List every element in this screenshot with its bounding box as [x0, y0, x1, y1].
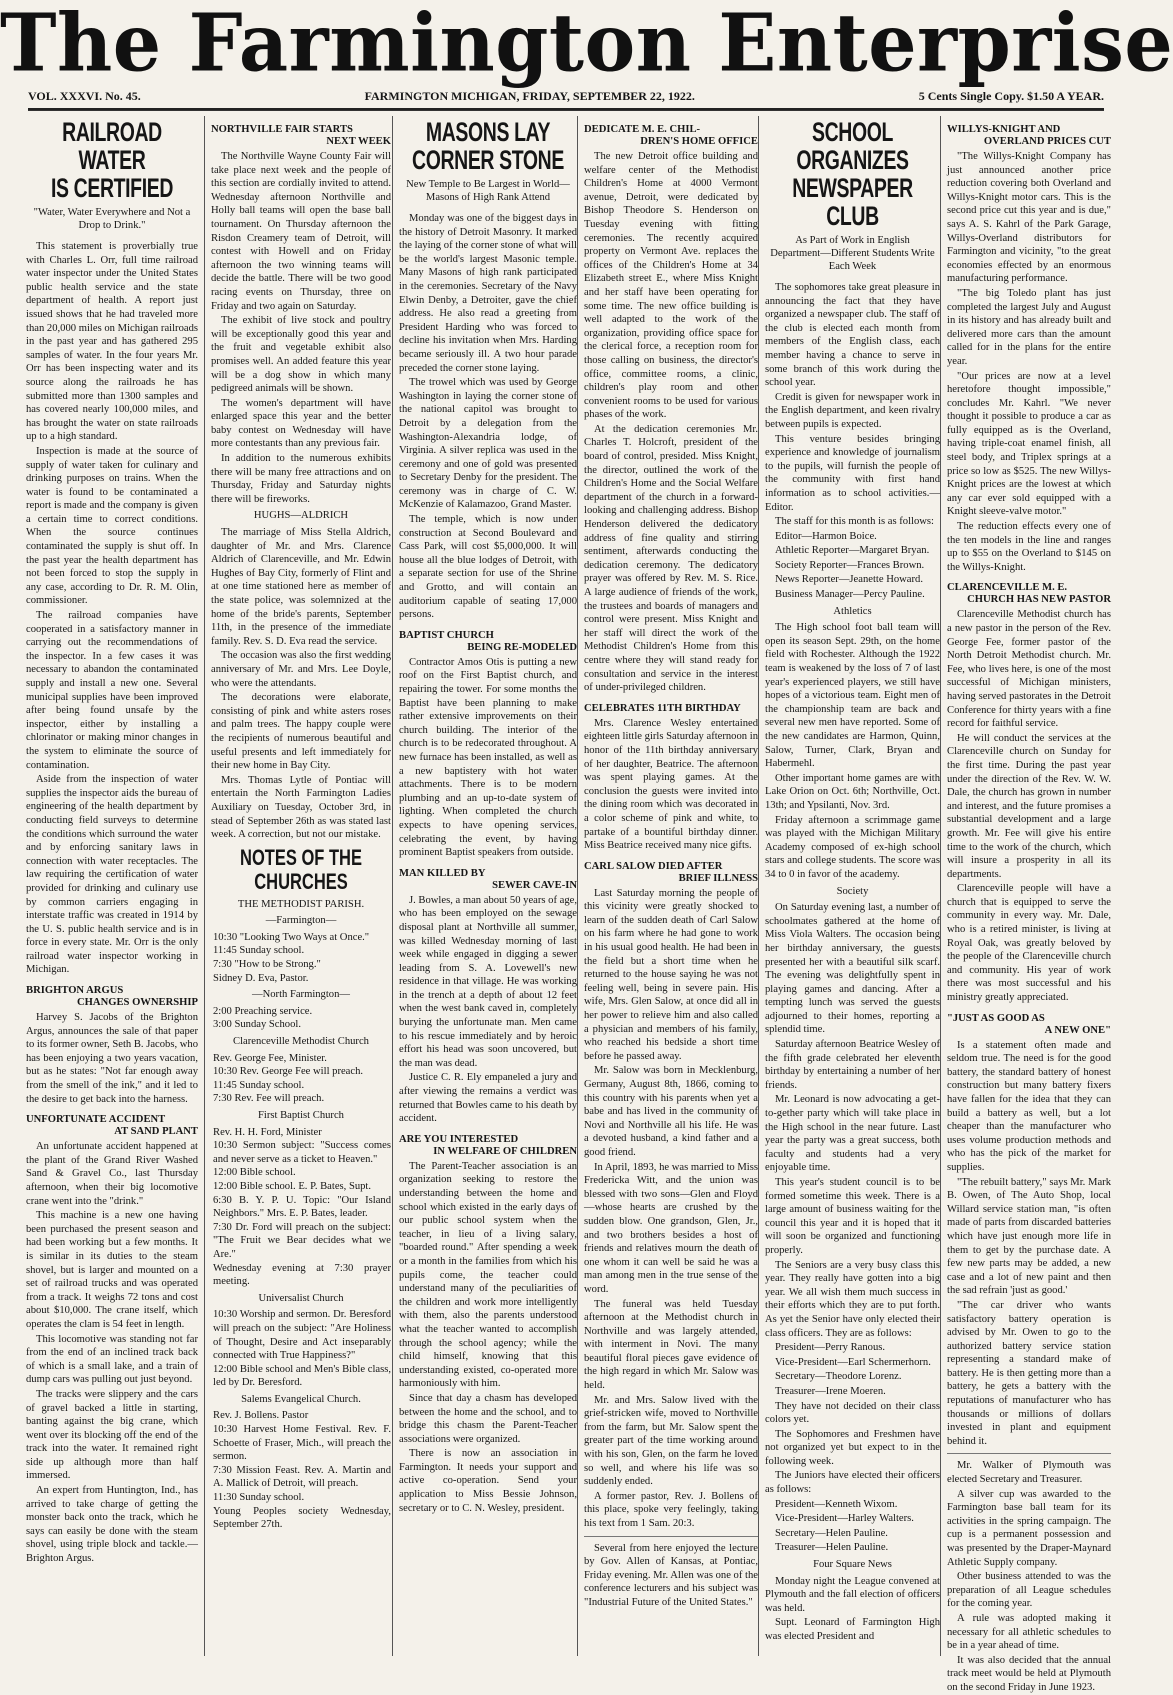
- paragraph: Mrs. Thomas Lytle of Pontiac will entertain the North Farmington Ladies Auxiliary on Tuesday, October 3rd, in stead of September 26th as was stated last week. A correction, but not our mistake.: [211, 774, 391, 841]
- article-body: [584, 717, 758, 853]
- paragraph: President—Kenneth Wixom.: [775, 1498, 898, 1510]
- section-heading: [584, 124, 758, 148]
- article-deck: New Temple to Be Largest in World—Masons of High Rank Attend: [406, 179, 570, 203]
- paragraph: 11:45 Sunday school.: [213, 1079, 305, 1091]
- section-heading: [584, 703, 758, 715]
- paragraph: The funeral was held Tuesday afternoon at the Methodist church in Northville and was largely attended, with interment in Novi. The many beautiful floral pieces gave evidence of the high regard in which Mr. Salow was held.: [584, 1298, 758, 1392]
- paragraph: Athletic Reporter—Margaret Bryan.: [775, 545, 930, 557]
- paragraph: J. Bowles, a man about 50 years of age, who has been employed on the sewage disposal plant at Northville all summer, was killed Wednesday morning of last week while engaged in digging a sewer leading from S. A. Lovewell's new residence in that village. He was working in the trench at a depth of about 12 feet when the west bank caved in, completely burying the unfortunate man. Men came to his rescue immediately and by heroic effort his head was soon uncovered, but the man was dead.: [399, 894, 577, 1069]
- section-heading: [26, 1114, 198, 1138]
- column-5: [758, 116, 940, 1656]
- section-heading: [211, 124, 391, 148]
- paragraph: Wednesday evening at 7:30 prayer meeting.: [213, 1262, 391, 1288]
- paragraph: The staff for this month is as follows:: [775, 516, 934, 528]
- paragraph: Secretary—Theodore Lorenz.: [775, 1371, 902, 1383]
- heading-line: IN WELFARE OF CHILDREN: [433, 1145, 577, 1157]
- paragraph: 12:00 Bible school and Men's Bible class, led by Dr. Beresford.: [213, 1363, 391, 1389]
- headline-line: IS CERTIFIED: [50, 173, 174, 203]
- volume-number: VOL. XXXVI. No. 45.: [28, 88, 141, 103]
- paragraph: Treasurer—Helen Pauline.: [775, 1542, 889, 1554]
- paragraph: The tracks were slippery and the cars of gravel backed a little in starting, banting against the big crane, which went over its blocking off the end of the track into the water. It remained right side up although more than half immersed.: [26, 1388, 198, 1482]
- paragraph: Rev. H. H. Ford, Minister: [213, 1126, 322, 1138]
- paragraph: The Parent-Teacher association is an organization seeking to restore the understanding between the home and school which existed in the early days of our public school system when the teacher, in lieu of a living salary, "boarded round." After spending a week or a month in the families from which his pupils come, the teacher could understand many of the peculiarities of the children and work more intelligently with them, also the parents understood what the teacher wanted to accomplish through the school agency; while the child himself, knowing that this understanding existed, co-operated more harmoniously with him.: [399, 1160, 577, 1390]
- article-body: [211, 150, 391, 506]
- heading-line: UNFORTUNATE ACCIDENT: [26, 1114, 166, 1126]
- article-body: [947, 150, 1111, 574]
- paragraph: The new Detroit office building and welfare center of the Methodist Children's Home at 4000 Vermont avenue, Detroit, were dedicated by Bishop Theodore S. Henderson on Tuesday evening with fitting ceremonies. The recently acquired property on Vermont Ave. replaces the offices of the Children's Home at 34 Elizabeth street E., where Miss Knight and her staff have been operating for some time. The new office building is well adapted to the work of the organization, providing office space for the clerical force, a reception room for those calling on business, the director's office, committee rooms, a clinic, children's play room and other convenient rooms to be used for various phases of the work.: [584, 151, 758, 421]
- section-heading: [584, 861, 758, 885]
- paragraph: Clarenceville Methodist church has a new pastor in the person of the Rev. George Fee, former pastor of the North Detroit Methodist church. Mr. Fee, who lives here, is one of the most successful of Michigan ministers, having served pastorates in the Detroit Conference for thirty years with a fine record for faithful service.: [947, 609, 1111, 730]
- paragraph: Other important home games are with Lake Orion on Oct. 6th; Northville, Oct. 13th; and Ypsilanti, Nov. 3rd.: [765, 772, 940, 811]
- headline-notes-of-churches: NOTES OF THE CHURCHES: [240, 844, 362, 894]
- officer-list: [765, 1341, 940, 1398]
- paragraph: In addition to the numerous exhibits there will be many free attractions and on Thursday, Friday and Saturday nights there will be fireworks.: [211, 453, 391, 505]
- headline-masons: [402, 118, 573, 174]
- paragraph: Society Reporter—Frances Brown.: [775, 559, 925, 571]
- paragraph: Young Peoples society Wednesday, September 27th.: [213, 1505, 391, 1531]
- paragraph: 10:30 Harvest Home Festival. Rev. F. Schoette of Fraser, Mich., will preach the sermon.: [213, 1424, 391, 1463]
- article-deck: "Water, Water Everywhere and Not a Drop to Drink.": [33, 207, 191, 231]
- church-subheading: First Baptist Church: [258, 1110, 344, 1121]
- paragraph: 12:00 Bible school. E. P. Bates, Supt.: [213, 1180, 372, 1192]
- column-3: [392, 116, 577, 1656]
- article-body: [399, 894, 577, 1126]
- article-body: [765, 621, 940, 881]
- paragraph: Treasurer—Irene Moeren.: [775, 1385, 886, 1397]
- article-body: [947, 608, 1111, 1004]
- paragraph: Last Saturday morning the people of this vicinity were greatly shocked to learn of the sudden death of Carl Salow on his farm where he had gone to work in his usual good health. He had been in the field but a short time when he returned to the house saying he was not feeling well, being in severe pain. His wife, Mrs. Glen Salow, at once did all in her power to relieve him and also called a physician and members of his family, who reached his bedside a short time before he passed away.: [584, 887, 758, 1062]
- article-body: [765, 1575, 940, 1644]
- paragraph: There is now an association in Farmington. It needs your support and active co-operation. Send your application to Miss Bessie Johnson, secretary or to C. N. Wesley, president.: [399, 1448, 577, 1514]
- paragraph: "The big Toledo plant has just completed the largest July and August in its history and has already built and delivered more cars than the amount called for in the plans for the entire year.: [947, 287, 1111, 367]
- paragraph: He will conduct the services at the Clarenceville church on Sunday for the first time. During the past year under the direction of the Rev. W. W. Dale, the church has grown in number and interest, and the future promises a substantial development and a large growth. Mr. Fee will give his entire time to the work of the church, which will insure a prosperity in all its departments.: [947, 732, 1111, 880]
- section-heading: [399, 630, 577, 654]
- publication-date: FARMINGTON MICHIGAN, FRIDAY, SEPTEMBER 22, 1922.: [364, 88, 695, 103]
- paragraph: The reduction effects every one of the ten models in the line and ranges up to $55 on the Overland to $145 on the Willys-Knight.: [947, 521, 1111, 573]
- paragraph: The sophomores take great pleasure in announcing the fact that they have organized a newspaper club. The staff of the club is elected each month from members of the English class, each member having a chance to serve in some branch of this work during the school year.: [765, 282, 940, 389]
- heading-line: SEWER CAVE-IN: [492, 879, 577, 891]
- paragraph: 12:00 Bible school.: [213, 1167, 296, 1179]
- dateline-bar: [28, 84, 1104, 110]
- church-subheading: —Farmington—: [265, 915, 337, 927]
- paragraph: Monday night the League convened at Plymouth and the fall election of officers was held.: [765, 1575, 940, 1614]
- paragraph: Clarenceville people will have a church that is equipped to serve the community in every way. Mr. Dale, who is a retired minister, is living at Royal Oak, was greatly beloved by the people of the Clarenceville church and community. His year of work there was most successful and his ministry greatly appreciated.: [947, 883, 1111, 1004]
- article-body: [765, 281, 940, 529]
- paragraph: Supt. Leonard of Farmington High was elected President and: [765, 1617, 940, 1642]
- heading-line: DEDICATE M. E. CHIL-: [584, 124, 701, 135]
- column-4: [577, 116, 758, 1656]
- paragraph: The High school foot ball team will open its season Sept. 29th, on the home field with Rochester. Although the 1922 team is weakened by the loss of 7 of last year's experienced players, we still have hopes of a victorious team. Eight men of the championship team are back and several new men have reported. Some of the new candidates are Harmon, Quinn, Salow, Turner, Clark, Bryan and Habermehl.: [765, 622, 940, 770]
- paragraph: 11:45 Sunday school.: [213, 945, 305, 957]
- paragraph: They have not decided on their class colors yet.: [765, 1400, 940, 1426]
- section-heading: [947, 124, 1111, 148]
- headline-line: SCHOOL ORGANIZES: [796, 117, 909, 175]
- paragraph: Rev. George Fee, Minister.: [213, 1052, 327, 1064]
- church-subheading: —North Farmington—: [252, 989, 350, 1001]
- heading-line: CHANGES OWNERSHIP: [77, 997, 198, 1009]
- headline-line: CORNER STONE: [412, 145, 564, 175]
- heading-line: OVERLAND PRICES CUT: [983, 136, 1111, 147]
- paragraph: Inspection is made at the source of supply of water taken for culinary and drinking purposes on trains. When the water is found to be contaminated a report is made and the company is given a certain time to correct conditions. When the source continues contaminated the supply is shut off. In the past year the health department has not been forced to stop the supply in any case, according to Dr. R. M. Olin, commissioner.: [26, 445, 198, 607]
- section-heading: [947, 582, 1111, 606]
- paragraph: The trowel which was used by George Washington in laying the corner stone of the national capitol was brought to Detroit by a delegation from the Washington-Alexandria lodge, of Virginia. A silver replica was used in the ceremony and one of gold was presented to Secretary Denby for the president. The ceremony was in charge of C. W. McKenzie of Kalamazoo, Grand Master.: [399, 377, 577, 511]
- paragraph: The marriage of Miss Stella Aldrich, daughter of Mr. and Mrs. Clarence Aldrich of Clarenceville, and Mr. Edwin Hughes of Bay City, formerly of Flint and at one time stationed here as member of the state police, was solemnized at the home of the bride's parents, September 11th, in the presence of the immediate family. Rev. S. D. Eva read the service.: [211, 527, 391, 647]
- article-body: [26, 1011, 198, 1106]
- paragraph: Justice C. R. Ely empaneled a jury and after viewing the remains a verdict was returned that Bowles came to his death by accident.: [399, 1072, 577, 1125]
- section-heading: Society: [836, 885, 869, 897]
- paragraph: The women's department will have enlarged space this year and the better baby contest on Wednesday will have more contestants than any previous fair.: [211, 397, 391, 450]
- heading-line: BRIGHTON ARGUS: [26, 985, 124, 997]
- paragraph: A rule was adopted making it necessary for all athletic schedules to be in a year ahead of time.: [947, 1612, 1111, 1652]
- paragraph: 11:30 Sunday school.: [213, 1492, 305, 1504]
- heading-line: "JUST AS GOOD AS: [947, 1012, 1045, 1024]
- paragraph: The temple, which is now under construction at Second Boulevard and Cass Park, will cost $5,000,000. It will house all the blue lodges of Detroit, with a separate section for use of the Shrine and Grotto, and will contain an auditorium capable of seating 17,000 persons.: [399, 514, 577, 621]
- paragraph: Vice-President—Earl Schermerhorn.: [775, 1356, 931, 1368]
- paragraph: The Juniors have elected their officers as follows:: [765, 1470, 940, 1496]
- heading-line: MAN KILLED BY: [399, 867, 486, 879]
- section-heading: HUGHS—ALDRICH: [253, 510, 349, 522]
- heading-line: BEING RE-MODELED: [467, 641, 577, 653]
- paragraph: Mr. and Mrs. Salow lived with the grief-stricken wife, moved to Northville from the farm, but Mr. Salow spent the greater part of the time working around with his son, Glen, on the farm he loved so well, and where his life was so suddenly ended.: [584, 1394, 758, 1488]
- paragraph: Friday afternoon a scrimmage game was played with the Michigan Military Academy composed of ex-high school stars and college students. The score was 34 to 0 in favor of the academy.: [765, 814, 940, 880]
- paragraph: Since that day a chasm has developed between the home and the school, and to bridge this chasm the Parent-Teacher associations were organized.: [399, 1392, 577, 1445]
- paragraph: The Sophomores and Freshmen have not organized yet but expect to in the following week.: [765, 1428, 940, 1467]
- paragraph: The Seniors are a very busy class this year. They really have gotten into a big year. We all wish them much success in their efforts which they are to put forth. As yet the Senior have only elected their class officers. They are as follows:: [765, 1259, 940, 1339]
- paragraph: 2:00 Preaching service.: [213, 1005, 313, 1017]
- church-subheading: Clarenceville Methodist Church: [233, 1036, 369, 1048]
- paragraph: An unfortunate accident happened at the plant of the Grand River Washed Sand & Gravel Co., last Thursday afternoon, when their big locomotive crane went into the "drink.": [26, 1141, 198, 1207]
- paragraph: 7:30 "How to be Strong.": [213, 959, 321, 971]
- paragraph: Editor—Harmon Boice.: [775, 530, 877, 542]
- paragraph: 10:30 Worship and sermon. Dr. Beresford will preach on the subject: "Are Holiness of Thought, Desire and Act inseparably connected with True Happiness?": [213, 1309, 391, 1362]
- paragraph: Mr. Salow was born in Mecklenburg, Germany, August 8th, 1866, coming to this country with his parents when yet a babe and has lived in the community of Novi and Northville all his life. He was a devoted husband, a kind father and a good friend.: [584, 1065, 758, 1158]
- article-divider: [947, 1453, 1111, 1454]
- paragraph: Other business attended to was the preparation of all League schedules for the coming year.: [947, 1571, 1111, 1610]
- paragraph: A silver cup was awarded to the Farmington base ball team for its activities in the spring campaign. The cup is a permanent possession and was presented by the Draper-Maynard Athletic Supply company.: [947, 1488, 1111, 1568]
- article-body: [399, 212, 577, 622]
- paragraph: 6:30 B. Y. P. U. Topic: "Our Island Neighbors." Mrs. E. P. Bates, leader.: [213, 1194, 391, 1220]
- article-body: [26, 240, 198, 977]
- article-body: [399, 656, 577, 860]
- paragraph: Credit is given for newspaper work in the English department, and keen rivalry between pupils is expected.: [765, 391, 940, 430]
- paragraph: Is a statement often made and seldom true. The need is for the good battery, the standard battery of honest construction but many battery fixers have fallen for the idea that they can build a battery as well, but a lot cheaper than the manufacturer who uses volume production methods and who has the pick of the market for supplies.: [947, 1039, 1111, 1173]
- staff-list: [765, 530, 940, 602]
- paragraph: The occasion was also the first wedding anniversary of Mr. and Mrs. Lee Doyle, who were the attendants.: [211, 650, 391, 689]
- masthead-title: The Farmington Enterprise: [0, 0, 1173, 90]
- schedule-list: [211, 1126, 391, 1289]
- paragraph: Mr. Walker of Plymouth was elected Secretary and Treasurer.: [947, 1460, 1111, 1486]
- section-heading: Four Square News: [813, 1559, 892, 1571]
- article-deck: As Part of Work in English Department—Different Students Write Each Week: [770, 235, 935, 272]
- paragraph: On Saturday evening last, a number of schoolmates gathered at the home of Miss Viola Walters. The occasion being her birthday anniversary, the guests presented her with a beautiful silk scarf. The evening was delightfully spent in playing games and dancing. After a tempting lunch was served the guests adjourned to their homes, reporting a splendid time.: [765, 902, 940, 1036]
- article-body: [211, 526, 391, 842]
- schedule-list: [211, 1308, 391, 1390]
- paragraph: 3:00 Sunday School.: [213, 1019, 301, 1031]
- paragraph: An expert from Huntington, Ind., has arrived to take charge of getting the monster back onto the track, which he says can easily be done with the steam shovel, using triple block and tackle.—Brighton Argus.: [26, 1485, 198, 1565]
- paragraph: Secretary—Helen Pauline.: [775, 1527, 888, 1539]
- paragraph: "Our prices are now at a level heretofore thought impossible," concludes Mr. Kahrl. "We never thought it possible to produce a car as fully equipped as is the Overland, having triple-coat enamel finish, all steel body, and Triplex springs at a price so low as $525. The new Willys-Knight prices are the lowest at which any car ever sold equipped with a Knight sleeve-valve motor.": [947, 370, 1111, 518]
- heading-line: A NEW ONE": [1044, 1024, 1111, 1036]
- paragraph: Sidney D. Eva, Pastor.: [213, 972, 309, 984]
- article-body: [584, 150, 758, 695]
- paragraph: The exhibit of live stock and poultry will be exceptionally good this year and the fruit and vegetable exhibit also promises well. An added feature this year will be a dog show in which many pedigreed animals will be shown.: [211, 315, 391, 395]
- section-heading: [399, 868, 577, 892]
- heading-line: CHURCH HAS NEW PASTOR: [967, 594, 1111, 606]
- article-body: [765, 1400, 940, 1497]
- paragraph: Business Manager—Percy Pauline.: [775, 589, 925, 601]
- header-rule: [28, 110, 1104, 111]
- paragraph: Mrs. Clarence Wesley entertained eighteen little girls Saturday afternoon in honor of the 11th birthday anniversary of her daughter, Beatrice. The afternoon was spent playing games. At the conclusion the guests were invited into the dining room which was decorated in a color scheme of pink and white, to partake of a bountiful birthday dinner. Miss Beatrice received many nice gifts.: [584, 717, 758, 852]
- paragraph: Aside from the inspection of water supplies the inspector aids the bureau of engineering of the health department by conducting field surveys to determine the conditions which surround the water and by enforcing sanitary laws in connection with water receptacles. The law requiring the certification of water provided for drinking and culinary use by common carriers engaging in interstate traffic was created in 1914 by the U. S. public health service and is in force in every state. Mr. Orr is the only railroad water inspector working in Michigan.: [26, 774, 198, 976]
- paragraph: This locomotive was standing not far from the end of an inclined track back of which is a small lake, and a train of dump cars was pulling out just beyond.: [26, 1333, 198, 1386]
- heading-line: DREN'S HOME OFFICE: [640, 136, 758, 147]
- paragraph: The decorations were elaborate, consisting of pink and white asters roses and palm trees. The happy couple were the recipients of numerous beautiful and useful presents and left immediately for their new home in Bay City.: [211, 692, 391, 772]
- article-body: [947, 1459, 1111, 1694]
- paragraph: Harvey S. Jacobs of the Brighton Argus, announces the sale of that paper to its former owner, Seth B. Jacobs, who has been enjoying a two years vacation, but as he states: "Not far enough away from the smell of the ink," and it led to the desire to get back into the harness.: [26, 1012, 198, 1105]
- column-1: [26, 116, 198, 1656]
- officer-list: [765, 1498, 940, 1555]
- paragraph: 10:30 Sermon subject: "Success comes and never serve as a ticket to Heaven.": [213, 1140, 391, 1165]
- heading-line: ARE YOU INTERESTED: [399, 1133, 519, 1145]
- heading-line: BAPTIST CHURCH: [399, 629, 494, 641]
- paragraph: "The car driver who wants satisfactory battery operation is advised by Mr. Owen to go to the authorized battery service station representing a standard make of battery. He is then getting more than a battery, he gets a battery with the reputations of manufacturer who has thousands or millions of dollars invested in plant and equipment behind it.: [947, 1299, 1111, 1447]
- subscription-price: 5 Cents Single Copy. $1.50 A YEAR.: [918, 88, 1104, 103]
- paragraph: Mr. Leonard is now advocating a get-to-gether party which will take place in the High school in the near future. Last year the party was a great success, both faculty and students had a very enjoyable time.: [765, 1094, 940, 1174]
- paragraph: This statement is proverbially true with Charles L. Orr, full time railroad water inspector under the United States public health service and the state department of health. A report just issued shows that he had traveled more than 20,000 miles on Michigan railroads in the past year and has gathered 295 samples of water. In the four years Mr. Orr has been inspecting water and its source along the railroads he has submitted more than 1300 samples and has covered nearly 100,000 miles, and has brought the water on state railroads up to a high standard.: [26, 241, 198, 443]
- schedule-list: [211, 1052, 391, 1106]
- section-heading: [26, 985, 198, 1009]
- paragraph: Rev. J. Bollens. Pastor: [213, 1410, 309, 1422]
- paragraph: 7:30 Dr. Ford will preach on the subject: "The Fruit we Bear decides what we Are.": [213, 1221, 391, 1260]
- heading-line: NEXT WEEK: [326, 136, 391, 147]
- paragraph: Saturday afternoon Beatrice Wesley of the fifth grade celebrated her eleventh birthday by entertaining a number of her friends.: [765, 1039, 940, 1091]
- church-subheading: Salems Evangelical Church.: [241, 1393, 361, 1405]
- paragraph: At the dedication ceremonies Mr. Charles T. Holcroft, president of the board of control, presided. Miss Knight, the director, outlined the work of the Children's Home and the Social Welfare department of the church in a forward-looking and challenging address. Bishop Henderson delivered the dedicatory address of fine quality and stirring sentiment, afterwards conducting the dedication ceremony. The dedicatory prayer was offered by Rev. M. S. Rice. A large audience of friends of the work, the trustees and boards of managers and control were present. Miss Knight and her staff will direct the work of the Methodist Children's Home from this centre where they will stand ready for consultation and service in the interest of under-privileged children.: [584, 423, 758, 694]
- heading-line: AT SAND PLANT: [114, 1126, 198, 1138]
- paragraph: Contractor Amos Otis is putting a new roof on the First Baptist church, and repairing the tower. For some months the Baptist have been planning to make rather extensive improvements on their church building. The interior of the church is to be redecorated throughout. A new furnace has been installed, as well as a new baptistery with hot water attachments. There is to be modern plumbing and an up-to-date system of lighting. When completed the church expects to have opening services, celebrating the event, by having prominent Baptist speakers from outside.: [399, 656, 577, 859]
- article-body: [947, 1039, 1111, 1449]
- headline-line: MASONS LAY: [425, 117, 551, 147]
- headline-railroad-water: [28, 118, 195, 202]
- paragraph: President—Perry Ranous.: [775, 1342, 886, 1354]
- paragraph: Vice-President—Harley Walters.: [775, 1513, 914, 1525]
- heading-line: NORTHVILLE FAIR STARTS: [211, 124, 353, 135]
- paragraph: "The rebuilt battery," says Mr. Mark B. Owen, of The Auto Shop, local Willard service station man, "is often made of parts from discarded batteries which have just enough more life in them to get by the purchase date. A few new parts may be added, a new case and a lot of new paint and then the sad refrain 'just as good.': [947, 1176, 1111, 1297]
- paragraph: The Northville Wayne County Fair will take place next week and the people of this section are cordially invited to attend. Wednesday afternoon Northville and Holly ball teams will open the base ball tournament. On Thursday afternoon the Risdon Creamery team of Detroit, will contest with Howell and on Friday afternoon the two winning teams will decide the battle. There will be two good racing events on Thursday, three on Friday and two again on Saturday.: [211, 151, 391, 312]
- article-divider: [584, 1536, 758, 1537]
- section-heading: [399, 1134, 577, 1158]
- schedule-list: [211, 1005, 391, 1032]
- church-subheading: Universalist Church: [258, 1292, 344, 1304]
- paragraph: Monday was one of the biggest days in the history of Detroit Masonry. It marked the laying of the corner stone of what will be the world's largest Masonic temple. Many Masons of high rank participated in the ceremonies. Secretary of the Navy Elwin Denby, a Detroiter, gave the chief address. He also read a greeting from President Harding who was forced to decline his invitation when Mrs. Harding became seriously ill. A two hour parade preceded the corner stone laying.: [399, 213, 577, 374]
- schedule-list: [211, 931, 391, 985]
- article-body: [584, 887, 758, 1531]
- paragraph: News Reporter—Jeanette Howard.: [775, 574, 923, 586]
- paragraph: This venture besides bringing experience and knowledge of journalism to the pupils, will furnish the people of the community with first hand information as to school activities.—Editor.: [765, 433, 940, 513]
- heading-line: WILLYS-KNIGHT AND: [947, 124, 1061, 135]
- section-heading: THE METHODIST PARISH.: [237, 898, 365, 910]
- heading-line: CELEBRATES 11TH BIRTHDAY: [584, 702, 741, 714]
- article-body: [399, 1160, 577, 1515]
- paragraph: 10:30 Rev. George Fee will preach.: [213, 1066, 364, 1078]
- paragraph: Several from here enjoyed the lecture by Gov. Allen of Kansas, at Pontiac, Friday evening. Mr. Allen was one of the conference lecturers and his subject was "Industrial Future of the United States.": [584, 1542, 758, 1608]
- headline-line: NEWSPAPER CLUB: [792, 173, 913, 231]
- paragraph: This machine is a new one having been purchased the present season and had been working but a few months. It is similar in its duties to the steam shovel, but is larger and mounted on a set of railroad trucks and was operated from a track. It weighs 72 tons and cost about $10,000. The crane itself, which operates the clam is 54 feet in length.: [26, 1210, 198, 1330]
- headline-newspaper-club: [768, 118, 937, 230]
- paragraph: 10:30 "Looking Two Ways at Once.": [213, 931, 370, 943]
- article-body: [765, 901, 940, 1340]
- section-heading: Athletics: [833, 605, 872, 617]
- paragraph: "The Willys-Knight Company has just announced another price reduction covering both Overland and Willys-Knight motor cars. This is the second price cut this year and is due," says A. S. Kahrl of the Park Garage, Willys-Overland distributors for Farmington and vicinity, "to the great economies effected by an enormous manufacturing performance.: [947, 151, 1111, 285]
- column-6: [940, 116, 1111, 1693]
- heading-line: CLARENCEVILLE M. E.: [947, 582, 1068, 594]
- article-body: [584, 1542, 758, 1610]
- schedule-list: [211, 1409, 391, 1531]
- article-body: [26, 1140, 198, 1565]
- paragraph: A former pastor, Rev. J. Bollens of this place, spoke very feelingly, taking his text from 1 Sam. 20:3.: [584, 1490, 758, 1529]
- paragraph: It was also decided that the annual track meet would be held at Plymouth on the second Friday in June 1923.: [947, 1654, 1111, 1693]
- paragraph: The railroad companies have cooperated in a satisfactory manner in carrying out the recommendations of the inspector. In a few cases it was necessary to abandon the contaminated supply and install a new one. Several municipal supplies have been improved after being found unsafe by the inspector, either by installing a chlorinator or making minor changes in the system to eliminate the source of contamination.: [26, 610, 198, 771]
- section-heading: [947, 1013, 1111, 1037]
- paragraph: 7:30 Mission Feast. Rev. A. Martin and A. Mallick of Detroit, will preach.: [213, 1464, 391, 1490]
- paragraph: In April, 1893, he was married to Miss Fredericka Witt, and the union was blessed with two sons—Glen and Floyd—whose hearts are crushed by the sudden blow. One grandson, Glen, Jr., and two brothers besides a host of friends and relatives mourn the death of one whom it can well be said he was a man among men in the true sense of the word.: [584, 1161, 758, 1295]
- heading-line: CARL SALOW DIED AFTER: [584, 860, 723, 872]
- headline-line: RAILROAD WATER: [62, 117, 162, 175]
- column-2: [204, 116, 391, 1656]
- paragraph: This year's student council is to be formed sometime this week. There is a large amount of business waiting for the council this year and it is hoped that it will soon be organized and functioning properly.: [765, 1177, 940, 1256]
- heading-line: BRIEF ILLNESS: [678, 872, 758, 884]
- paragraph: 7:30 Rev. Fee will preach.: [213, 1093, 325, 1105]
